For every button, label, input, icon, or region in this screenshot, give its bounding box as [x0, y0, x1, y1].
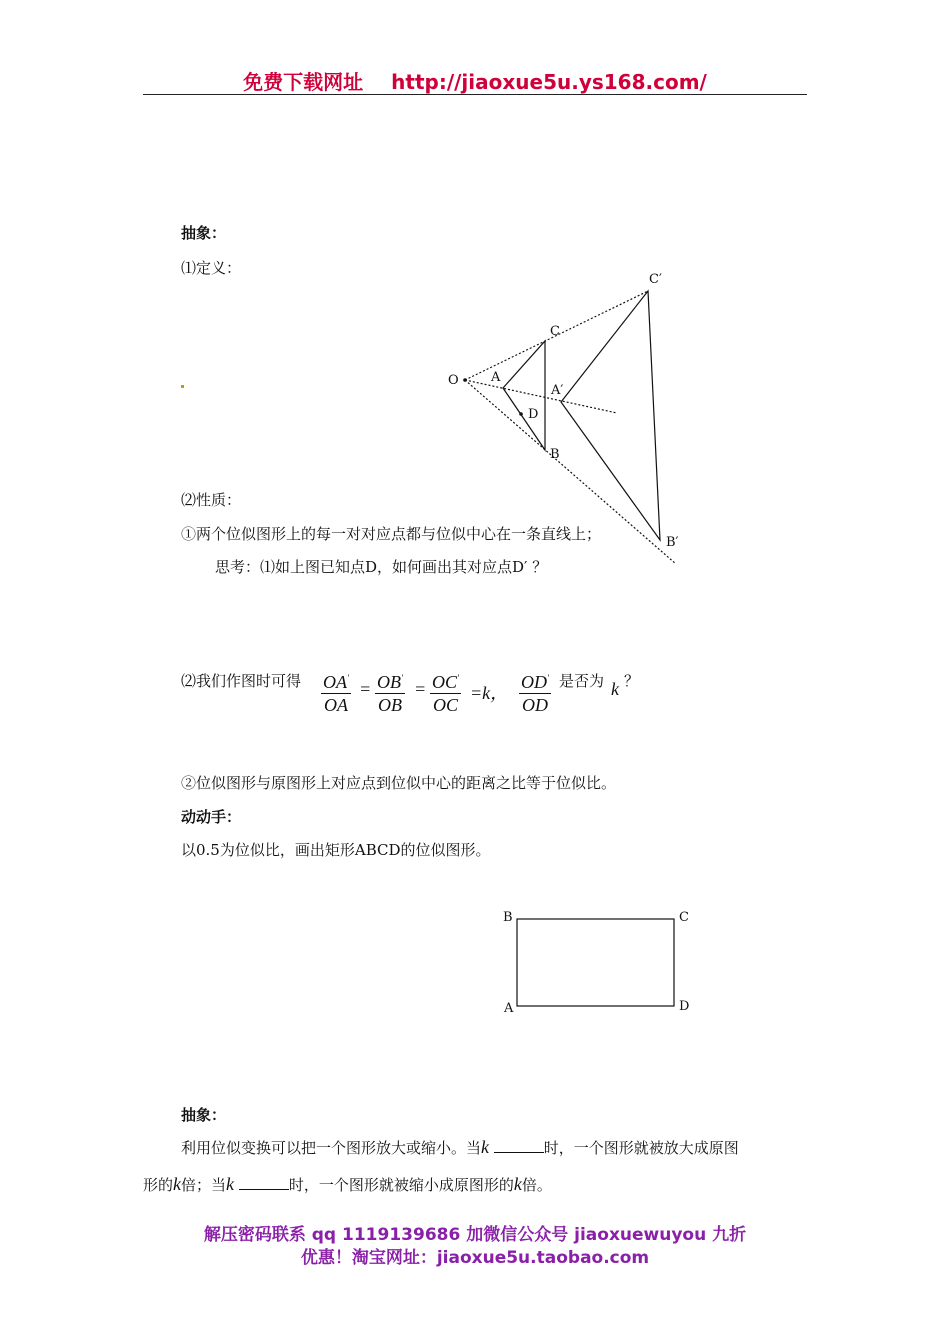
property-one: ①两个位似图形上的每一对对应点都与位似中心在一条直线上； — [181, 525, 602, 543]
hands-on-task: 以0.5为位似比，画出矩形ABCD的位似图形。 — [181, 841, 491, 859]
section-title-abstract-2: 抽象： — [181, 1106, 227, 1124]
rect-label-b: B — [503, 910, 513, 925]
label-c: C — [550, 324, 560, 339]
section-title-abstract: 抽象： — [181, 224, 227, 242]
header-url-link[interactable]: http://jiaoxue5u.ys168.com/ — [391, 70, 707, 94]
summary-line-2: 形的k倍；当k 时，一个图形就被缩小成原图形的k倍。 — [143, 1174, 552, 1194]
label-b: B — [550, 447, 560, 462]
label-c-prime: C′ — [649, 272, 662, 287]
rect-label-d: D — [679, 999, 690, 1014]
footer-line-2: 优惠！淘宝网址：jiaoxue5u.taobao.com — [300, 1248, 650, 1268]
fill-blank-1[interactable] — [494, 1138, 544, 1153]
question-two-prefix: ⑵我们作图时可得 — [181, 672, 302, 690]
fraction-ob: $\frac{OB'}{OB}$ — [375, 667, 405, 716]
equals-sign-1: = — [359, 679, 372, 699]
hands-on-title: 动动手： — [181, 808, 242, 826]
think-question: 思考：⑴如上图已知点D，如何画出其对应点D′ ？ — [215, 558, 548, 576]
frac2-den: OB — [377, 695, 402, 715]
question-two-suffix: 是否为 — [559, 672, 605, 690]
frac3-den: OC — [432, 695, 458, 715]
label-o: O — [448, 373, 459, 388]
frac4-num: OD — [521, 672, 547, 692]
rect-label-c: C — [679, 910, 689, 925]
variable-k: k — [611, 679, 619, 699]
property-two: ②位似图形与原图形上对应点到位似中心的距离之比等于位似比。 — [181, 774, 617, 792]
question-mark: ？ — [624, 672, 640, 690]
frac1-den: OA — [323, 695, 348, 715]
rect-label-a: A — [504, 1001, 514, 1016]
fraction-od: $\frac{OD'}{OD}$ — [519, 667, 551, 716]
fill-blank-2[interactable] — [239, 1175, 289, 1190]
definition-heading: ⑴定义： — [181, 259, 242, 277]
rectangle-abcd — [517, 919, 674, 1006]
header-label: 免费下载网址 — [243, 70, 364, 94]
frac4-den: OD — [521, 695, 548, 715]
label-a: A — [491, 370, 501, 385]
frac3-num: OC — [432, 672, 458, 692]
label-b-prime: B′ — [666, 535, 679, 550]
frac1-num: OA — [323, 672, 347, 692]
properties-heading: ⑵性质： — [181, 491, 242, 509]
frac2-num: OB — [377, 672, 401, 692]
equals-sign-2: = — [414, 679, 427, 699]
fraction-oa: $\frac{OA'}{OA}$ — [321, 667, 351, 716]
summary-line-1: 利用位似变换可以把一个图形放大或缩小。当k 时，一个图形就被放大成原图 — [181, 1137, 739, 1157]
label-a-prime: A′ — [551, 383, 564, 398]
footer-line-1: 解压密码联系 qq 1119139686 加微信公众号 jiaoxuewuyou 九折 — [203, 1225, 747, 1245]
fraction-oc: $\frac{OC'}{OC}$ — [430, 667, 461, 716]
equals-k: =k， — [470, 683, 509, 703]
label-d: D — [528, 407, 539, 422]
